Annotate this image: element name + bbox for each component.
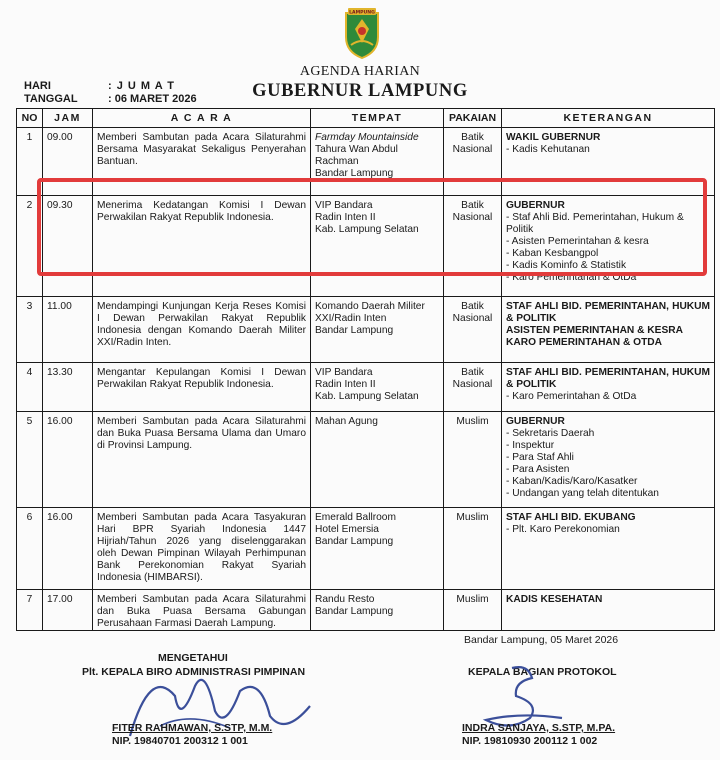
row-tempat (311, 196, 444, 297)
left-signer-nip: NIP. 19840701 200312 1 001 (112, 735, 248, 747)
table-header-row (17, 109, 715, 128)
place-date: Bandar Lampung, 05 Maret 2026 (464, 634, 619, 646)
row-tempat (311, 128, 444, 196)
tempat-line: Tahura Wan Abdul (315, 144, 398, 155)
tempat-venue: Farmday Mountainside (315, 132, 419, 143)
table-row (17, 128, 715, 196)
keterangan-head: ASISTEN PEMERINTAHAN & KESRA (506, 325, 683, 336)
tanggal-value: : 06 MARET 2026 (108, 93, 197, 105)
table-row (17, 196, 715, 297)
tempat-line: Rachman (315, 156, 359, 167)
table-row (17, 297, 715, 363)
keterangan-item: - Para Staf Ahli (506, 452, 574, 463)
row-acara: Mendampingi Kunjungan Kerja Reses Komisi I Dewan Perwakilan Rakyat Republik Indonesia dengan Komando Daerah Militer XXI/Radin Inten. (93, 297, 311, 363)
tempat-line: Randu Resto (315, 594, 375, 605)
keterangan-head: KARO PEMERINTAHAN & OTDA (506, 337, 663, 348)
row-jam: 11.00 (43, 297, 93, 363)
tempat-line: Emerald Ballroom (315, 512, 396, 523)
row-pakaian (444, 196, 502, 297)
keterangan-head: STAF AHLI BID. PEMERINTAHAN, HUKUM & POLITIK (506, 367, 710, 390)
row-no: 2 (17, 196, 43, 297)
row-pakaian (444, 412, 502, 508)
col-header-pakaian: PAKAIAN (444, 109, 502, 128)
row-tempat (311, 297, 444, 363)
keterangan-item: - Staf Ahli Bid. Pemerintahan, Hukum & Politik (506, 212, 684, 235)
tempat-line: Bandar Lampung (315, 536, 394, 547)
row-keterangan (502, 412, 715, 508)
keterangan-head: GUBERNUR (506, 200, 565, 211)
col-header-no: NO (17, 109, 43, 128)
row-no: 3 (17, 297, 43, 363)
row-no: 7 (17, 590, 43, 631)
pakaian-line: Batik (461, 301, 484, 312)
pakaian-line: Batik (461, 367, 484, 378)
pakaian-line: Nasional (452, 144, 493, 155)
tempat-line: Kab. Lampung Selatan (315, 224, 419, 235)
row-keterangan (502, 363, 715, 412)
pakaian-line: Nasional (452, 313, 493, 324)
tempat-line: VIP Bandara (315, 367, 373, 378)
row-tempat (311, 508, 444, 590)
hari-label: HARI (24, 80, 51, 92)
keterangan-item: - Para Asisten (506, 464, 570, 475)
keterangan-head: WAKIL GUBERNUR (506, 132, 601, 143)
table-row (17, 363, 715, 412)
keterangan-item: - Undangan yang telah ditentukan (506, 488, 659, 499)
tempat-line: Bandar Lampung (315, 325, 394, 336)
pakaian-line: Muslim (456, 512, 489, 523)
left-signer-title: Plt. KEPALA BIRO ADMINISTRASI PIMPINAN (82, 666, 306, 678)
tempat-line: Kab. Lampung Selatan (315, 391, 419, 402)
tempat-line: Radin Inten II (315, 212, 376, 223)
org-title: GUBERNUR LAMPUNG (252, 81, 468, 101)
keterangan-item: - Karo Pemerintahan & OtDa (506, 391, 637, 402)
keterangan-item: - Kaban Kesbangpol (506, 248, 599, 259)
keterangan-item: - Karo Pemerintahan & OtDa (506, 272, 637, 283)
tempat-line: Bandar Lampung (315, 606, 394, 617)
keterangan-head: STAF AHLI BID. PEMERINTAHAN, HUKUM & POLITIK (506, 301, 710, 324)
row-pakaian (444, 363, 502, 412)
table-row (17, 590, 715, 631)
tempat-line: Radin Inten II (315, 379, 376, 390)
agenda-table (16, 108, 715, 631)
row-no: 1 (17, 128, 43, 196)
row-keterangan (502, 196, 715, 297)
row-pakaian (444, 590, 502, 631)
row-jam: 16.00 (43, 508, 93, 590)
tempat-line: Hotel Emersia (315, 524, 379, 535)
row-no: 4 (17, 363, 43, 412)
keterangan-head: KADIS KESEHATAN (506, 594, 603, 605)
keterangan-item: - Kaban/Kadis/Karo/Kasatker (506, 476, 638, 487)
pakaian-line: Nasional (452, 212, 493, 223)
tempat-line: Mahan Agung (315, 416, 378, 427)
right-signer-title: KEPALA BAGIAN PROTOKOL (468, 666, 617, 678)
row-acara: Memberi Sambutan pada Acara Silaturahmi dan Buka Puasa Bersama Gabungan Perusahaan Farmasi Daerah Lampung. (93, 590, 311, 631)
table-row (17, 412, 715, 508)
keterangan-head: STAF AHLI BID. EKUBANG (506, 512, 636, 523)
right-signer-name: INDRA SANJAYA, S.STP, M.PA. (462, 722, 616, 734)
row-acara: Memberi Sambutan pada Acara Tasyakuran Hari BPR Syariah Indonesia 1447 Hijriah/Tahun 2026 yang diselenggarakan oleh Dewan Pimpinan Wilayah Perhimpunan Bank Perekonomian Rakyat Syariah Indonesia (HIMBARSI). (93, 508, 311, 590)
row-tempat (311, 412, 444, 508)
svg-text:LAMPUNG: LAMPUNG (349, 10, 375, 16)
row-keterangan (502, 508, 715, 590)
keterangan-item: - Kadis Kominfo & Statistik (506, 260, 627, 271)
col-header-keterangan: KETERANGAN (502, 109, 715, 128)
row-jam: 17.00 (43, 590, 93, 631)
mengetahui-label: MENGETAHUI (158, 652, 228, 664)
agenda-title: AGENDA HARIAN (299, 64, 421, 79)
row-acara: Mengantar Kepulangan Komisi I Dewan Perwakilan Rakyat Republik Indonesia. (93, 363, 311, 412)
row-pakaian (444, 128, 502, 196)
pakaian-line: Muslim (456, 594, 489, 605)
row-keterangan (502, 128, 715, 196)
col-header-tempat: TEMPAT (311, 109, 444, 128)
row-acara: Memberi Sambutan pada Acara Silaturahmi dan Buka Puasa Bersama Ulama dan Umaro di Provinsi Lampung. (93, 412, 311, 508)
tempat-line: Bandar Lampung (315, 168, 394, 179)
keterangan-item: - Kadis Kehutanan (506, 144, 590, 155)
row-keterangan (502, 590, 715, 631)
row-jam: 16.00 (43, 412, 93, 508)
row-tempat (311, 590, 444, 631)
right-signer-nip: NIP. 19810930 200112 1 002 (462, 735, 598, 747)
row-acara: Memberi Sambutan pada Acara Silaturahmi Bersama Masyarakat Sekaligus Penyerahan Bantuan. (93, 128, 311, 196)
pakaian-line: Batik (461, 200, 484, 211)
row-pakaian (444, 297, 502, 363)
table-row (17, 508, 715, 590)
col-header-acara: A C A R A (93, 109, 311, 128)
row-jam: 13.30 (43, 363, 93, 412)
tempat-line: XXI/Radin Inten (315, 313, 387, 324)
keterangan-item: - Plt. Karo Perekonomian (506, 524, 620, 535)
row-keterangan (502, 297, 715, 363)
tempat-line: VIP Bandara (315, 200, 373, 211)
lampung-crest-logo (343, 7, 381, 59)
pakaian-line: Nasional (452, 379, 493, 390)
row-tempat (311, 363, 444, 412)
pakaian-line: Batik (461, 132, 484, 143)
row-no: 5 (17, 412, 43, 508)
row-pakaian (444, 508, 502, 590)
keterangan-item: - Sekretaris Daerah (506, 428, 595, 439)
keterangan-item: - Asisten Pemerintahan & kesra (506, 236, 649, 247)
pakaian-line: Muslim (456, 416, 489, 427)
left-signer-name: FITER RAHMAWAN, S.STP, M.M. (112, 722, 273, 734)
keterangan-item: - Inspektur (506, 440, 555, 451)
keterangan-head: GUBERNUR (506, 416, 565, 427)
tanggal-label: TANGGAL (24, 93, 78, 105)
row-acara: Menerima Kedatangan Komisi I Dewan Perwakilan Rakyat Republik Indonesia. (93, 196, 311, 297)
row-no: 6 (17, 508, 43, 590)
hari-value: : J U M A T (108, 80, 176, 92)
row-jam: 09.00 (43, 128, 93, 196)
tempat-line: Komando Daerah Militer (315, 301, 425, 312)
row-jam: 09.30 (43, 196, 93, 297)
col-header-jam: JAM (43, 109, 93, 128)
